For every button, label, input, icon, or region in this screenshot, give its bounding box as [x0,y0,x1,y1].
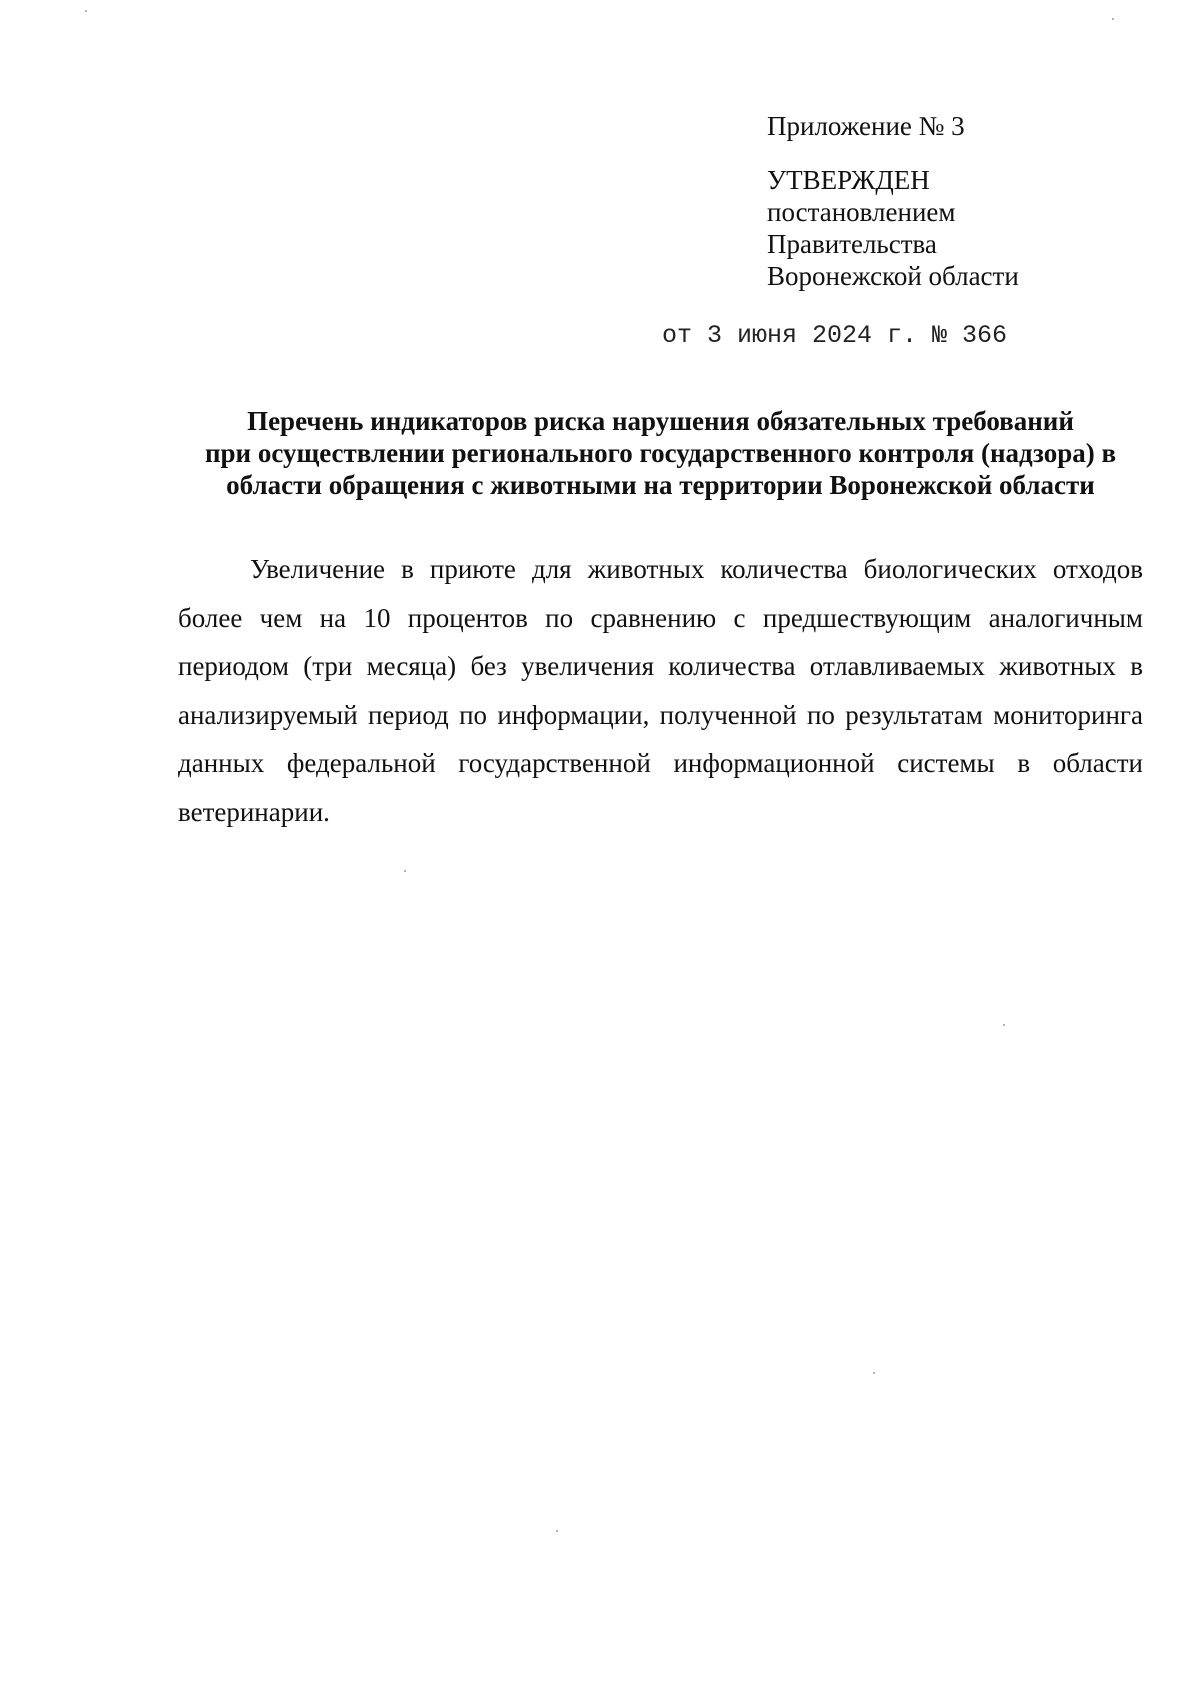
scan-speck [873,1372,875,1374]
document-title [178,405,1143,501]
title-line-2: при осуществлении регионального государственного контроля (надзора) в [204,438,1117,468]
scan-speck [556,1530,558,1532]
title-line-3: области обращения с животными на территории Воронежской области [226,470,1095,500]
decree-date-number: от 3 июня 2024 г. № 366 [662,321,1008,350]
approved-by-line-2: Правительства [767,229,937,259]
approval-block [767,110,1127,292]
scan-speck [1003,1024,1005,1026]
approval-stamp-text [767,164,1127,292]
approved-label: УТВЕРЖДЕН [767,165,930,195]
approved-by-line-3: Воронежской области [767,261,1019,291]
scan-speck [85,10,87,12]
risk-indicator-paragraph: Увеличение в приюте для животных количества биологических отходов более чем на 10 процентов по сравнению с предшествующим аналогичным периодом (три месяца) без увеличения количества отлавливаемых животных в анализируемый период по информации, полученной по результатам мониторинга данных федеральной государственной информационной системы в области ветеринарии. [178,554,1143,827]
approved-by-line-1: постановлением [767,197,956,227]
scan-speck [1112,18,1114,20]
appendix-number: Приложение № 3 [767,111,965,141]
scan-speck [404,870,406,872]
title-line-1: Перечень индикаторов риска нарушения обязательных требований [247,406,1074,436]
